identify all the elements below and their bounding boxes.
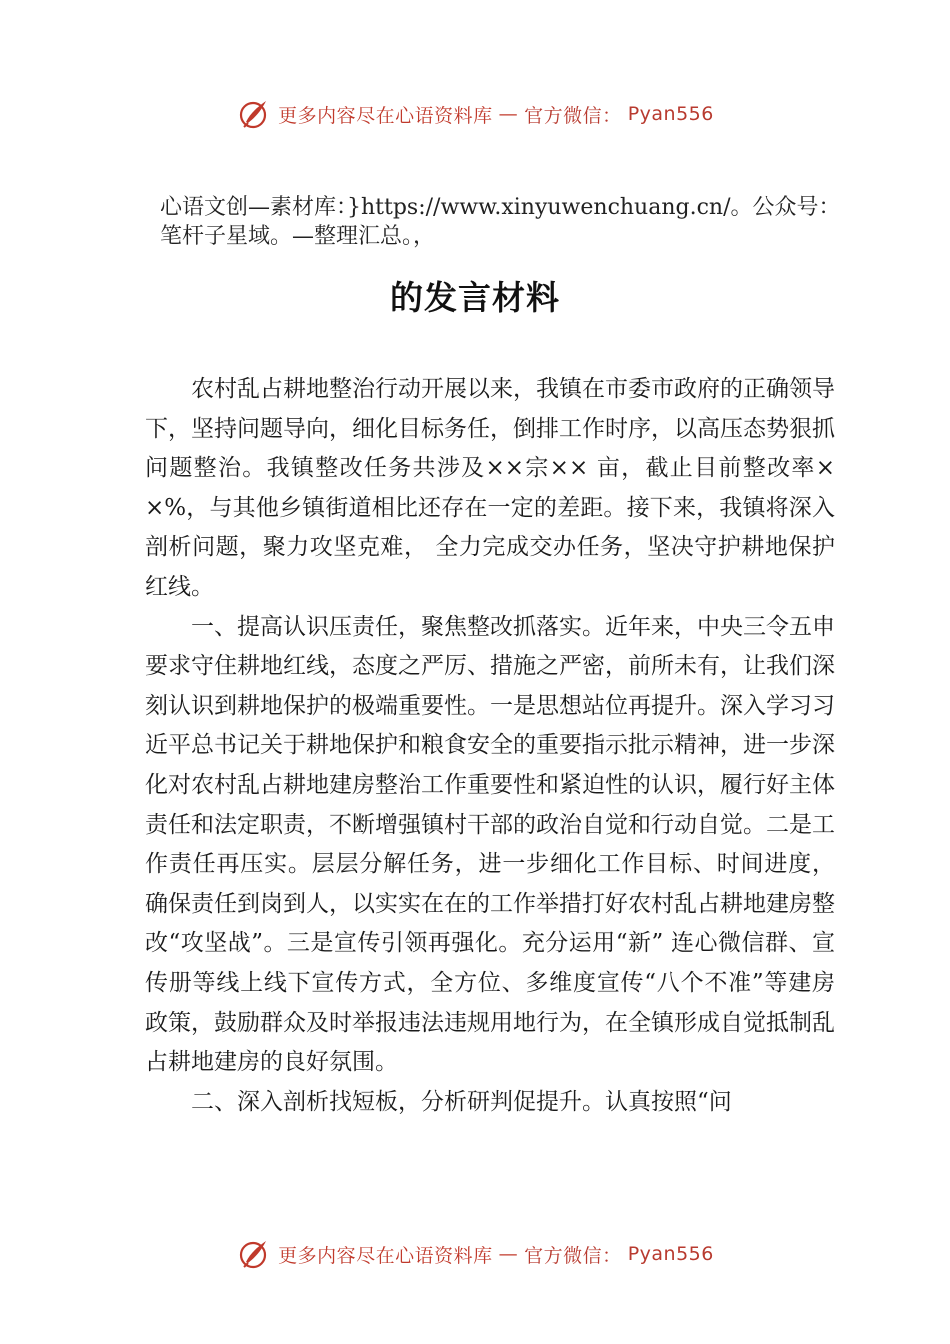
feather-pen-logo-icon bbox=[236, 1236, 272, 1272]
document-title: 的发言材料 bbox=[390, 278, 560, 317]
source-line: 心语文创—素材库：}https://www.xinyuwenchuang.cn/。公众号：笔杆子星域。—整理汇总。， bbox=[160, 195, 841, 249]
footer-watermark-banner bbox=[0, 1236, 950, 1272]
paragraph-section-one: 一、提高认识压责任，聚焦整改抓落实。近年来，中央三令五申要求守住耕地红线，态度之严厉、措施之严密，前所未有，让我们深刻认识到耕地保护的极端重要性。一是思想站位再提升。深入学习习近平总书记关于耕地保护和粮食安全的重要指示批示精神，进一步深化对农村乱占耕地建房整治工作重要性和紧迫性的认识，履行好主体责任和法定职责，不断增强镇村干部的政治自觉和行动自觉。二是工作责任再压实。层层分解任务，进一步细化工作目标、时间进度， 确保责任到岗到人，以实实在在的工作举措打好农村乱占耕地建房整改“攻坚战”。三是宣传引领再强化。充分运用“新” 连心微信群、宣传册等线上线下宣传方式，全方位、多维度宣传“八个不准”等建房政策，鼓励群众及时举报违法违规用地行为，在全镇形成自觉抵制乱占耕地建房的良好氛围。 bbox=[145, 613, 835, 1076]
banner-main-text: 更多内容尽在心语资料库 bbox=[278, 104, 493, 127]
paragraph-intro: 农村乱占耕地整治行动开展以来，我镇在市委市政府的正确领导下，坚持问题导向，细化目标务任，倒排工作时序，以高压态势狠抓问题整治。我镇整改任务共涉及××宗×× 亩，截止目前整改率××%，与其他乡镇街道相比还存在一定的差距。接下来，我镇将深入剖析问题，聚力攻坚克难， 全力完成交办任务，坚决守护耕地保护红线。 bbox=[145, 376, 835, 600]
banner-wechat-label: 官方微信： bbox=[524, 1244, 622, 1267]
banner-separator: — bbox=[498, 1243, 519, 1265]
document-body bbox=[145, 370, 835, 1122]
header-watermark-banner bbox=[0, 96, 950, 132]
paragraph-section-two: 二、深入剖析找短板，分析研判促提升。认真按照“问 bbox=[191, 1088, 732, 1115]
banner-separator: — bbox=[498, 103, 519, 125]
banner-main-text: 更多内容尽在心语资料库 bbox=[278, 1244, 493, 1267]
feather-pen-logo-icon bbox=[236, 96, 272, 132]
banner-wechat-id: Pyan556 bbox=[627, 1243, 714, 1265]
banner-wechat-label: 官方微信： bbox=[524, 104, 622, 127]
banner-wechat-id: Pyan556 bbox=[627, 103, 714, 125]
